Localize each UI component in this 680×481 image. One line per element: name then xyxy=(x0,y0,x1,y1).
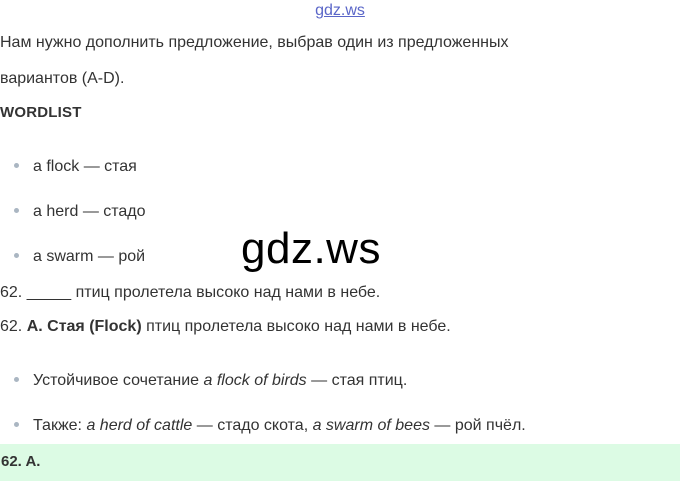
explanation-prefix: Также: xyxy=(33,417,87,434)
explanation-suffix: — рой пчёл. xyxy=(429,417,526,434)
watermark-top[interactable]: gdz.ws xyxy=(315,2,365,19)
list-item-text: a herd — стадо xyxy=(33,203,146,220)
list-item xyxy=(14,158,137,176)
list-item xyxy=(14,372,407,390)
list-item xyxy=(14,203,146,221)
intro-line-2: вариантов (A-D). xyxy=(0,70,125,87)
final-answer-box xyxy=(0,444,680,481)
answer-sentence xyxy=(0,318,451,336)
answer-rest: птиц пролетела высоко над нами в небе. xyxy=(141,318,451,335)
explanation-phrase: a swarm of bees xyxy=(312,417,430,434)
list-item-text: a swarm — рой xyxy=(33,248,146,265)
list-item xyxy=(14,417,526,435)
watermark-center: gdz.ws xyxy=(241,224,381,273)
list-item xyxy=(14,248,145,266)
explanation-middle: — стадо скота, xyxy=(192,417,313,434)
explanation-suffix: — стая птиц. xyxy=(306,372,408,389)
bullet-icon xyxy=(14,163,19,168)
answer-number: 62. xyxy=(0,318,27,335)
bullet-icon xyxy=(14,253,19,258)
answer-choice: A. Стая (Flock) xyxy=(26,318,142,335)
bullet-icon xyxy=(14,208,19,213)
bullet-icon xyxy=(14,422,19,427)
bullet-icon xyxy=(14,377,19,382)
list-item-text: a flock — стая xyxy=(33,158,137,175)
explanation-phrase: a flock of birds xyxy=(203,372,307,389)
explanation-prefix: Устойчивое сочетание xyxy=(33,372,204,389)
wordlist-heading: WORDLIST xyxy=(0,104,82,121)
intro-line-1: Нам нужно дополнить предложение, выбрав один из предложенных xyxy=(0,34,509,51)
explanation-phrase: a herd of cattle xyxy=(86,417,193,434)
final-answer: 62. A. xyxy=(1,453,41,470)
question-text: 62. _____ птиц пролетела высоко над нами в небе. xyxy=(0,284,381,301)
